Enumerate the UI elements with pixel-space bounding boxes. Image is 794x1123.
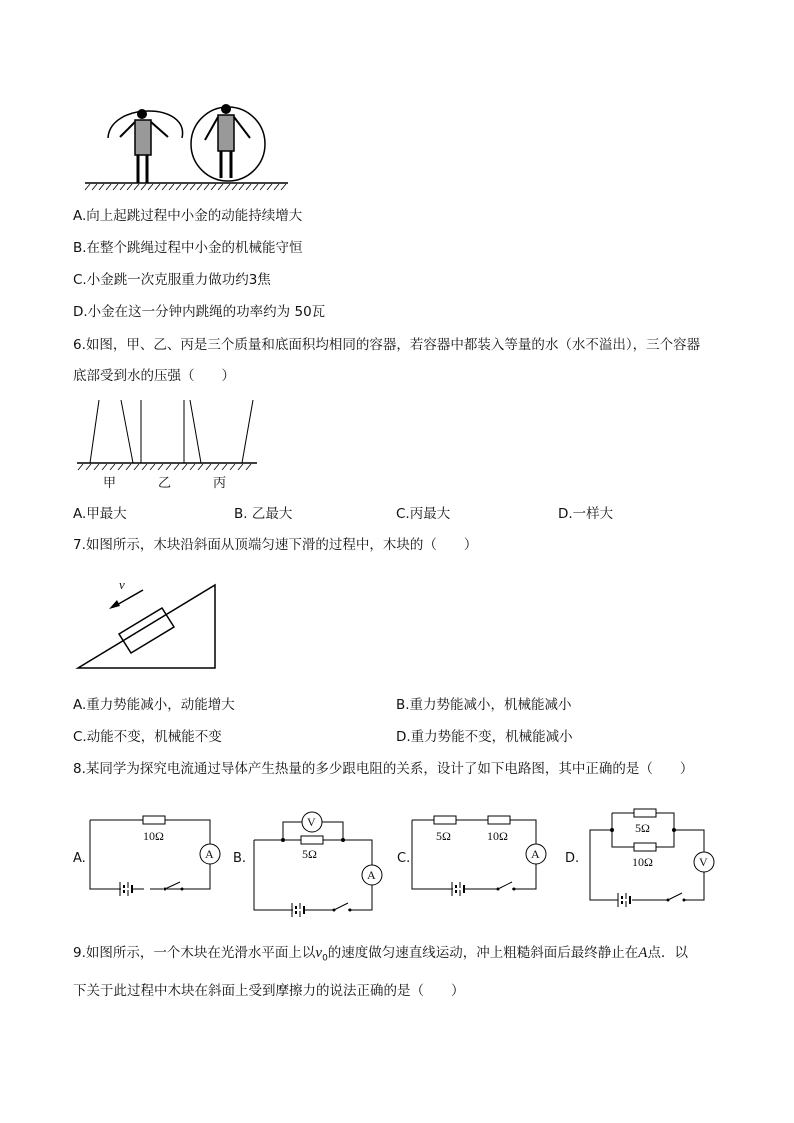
resistor-1-label: 5Ω [635,821,650,835]
q5-option-c[interactable]: C.小金跳一次克服重力做功约3焦 [73,272,271,288]
circuit-b[interactable] [230,815,380,940]
q5-option-d[interactable]: D.小金在这一分钟内跳绳的功率约为 50瓦 [73,304,326,320]
velocity-label: v [119,577,125,592]
resistor-label: 5Ω [302,847,317,861]
v0-symbol: v [315,945,323,961]
resistor-5-ohm [434,816,456,824]
q7-option-d[interactable]: D.重力势能不变，机械能减小 [396,729,573,745]
point-a: A [638,945,648,961]
incline-block-figure [75,575,225,675]
q6-stem-line1: 6.如图，甲、乙、丙是三个质量和底面积均相同的容器，若容器中都装入等量的水（水不溢出），三个容器 [73,337,701,353]
ammeter-label: A [367,868,376,882]
resistor-10-ohm [488,816,510,824]
circuit-a[interactable] [70,815,230,905]
q9-text-3: 点．以 [647,945,688,961]
voltmeter-label: V [699,855,708,869]
q8-stem: 8.某同学为探究电流通过导体产生热量的多少跟电阻的关系，设计了如下电路图，其中正确的是（ ） [73,761,694,777]
resistor-10-ohm [143,816,165,824]
ammeter-label: A [531,847,540,861]
q5-option-a[interactable]: A.向上起跳过程中小金的动能持续增大 [73,208,303,224]
v0-subscript: 0 [322,953,328,964]
circuit-d[interactable] [562,805,732,905]
circuit-c-letter: C. [397,851,411,866]
resistor-5-ohm [634,809,656,817]
q6-option-d[interactable]: D.一样大 [558,506,614,522]
circuit-c[interactable] [394,815,554,905]
resistor-5-ohm [301,836,323,844]
resistor-10-ohm [634,843,656,851]
label-jia: 甲 [103,476,117,491]
containers-figure [75,400,265,495]
q9-text-2: 的速度做匀速直线运动，冲上粗糙斜面后最终静止在 [327,945,639,961]
q6-option-b[interactable]: B. 乙最大 [234,506,293,522]
resistor-2-label: 10Ω [632,855,653,869]
resistor-label: 10Ω [143,829,164,843]
q6-option-a[interactable]: A.甲最大 [73,506,127,522]
circuit-b-letter: B. [233,851,247,866]
q9-text-1: 9.如图所示，一个木块在光滑水平面上以 [73,945,316,961]
q7-option-a[interactable]: A.重力势能减小，动能增大 [73,697,235,713]
q9-stem-line1 [73,944,688,968]
q6-stem-line2: 底部受到水的压强（ ） [73,368,235,384]
q7-option-c[interactable]: C.动能不变，机械能不变 [73,729,222,745]
q6-option-c[interactable]: C.丙最大 [396,506,451,522]
q9-stem-line2: 下关于此过程中木块在斜面上受到摩擦力的说法正确的是（ ） [73,983,465,999]
rope-skipping-figure [80,102,300,192]
label-yi: 乙 [158,476,172,491]
label-bing: 丙 [213,476,227,491]
q7-option-b[interactable]: B.重力势能减小，机械能减小 [396,697,572,713]
resistor-1-label: 5Ω [436,829,451,843]
circuit-d-letter: D. [565,851,580,866]
q5-option-b[interactable]: B.在整个跳绳过程中小金的机械能守恒 [73,240,303,256]
ammeter-label: A [205,847,214,861]
q7-stem: 7.如图所示，木块沿斜面从顶端匀速下滑的过程中，木块的（ ） [73,537,478,553]
circuit-a-letter: A. [73,851,86,866]
resistor-2-label: 10Ω [487,829,508,843]
voltmeter-label: V [307,815,316,829]
